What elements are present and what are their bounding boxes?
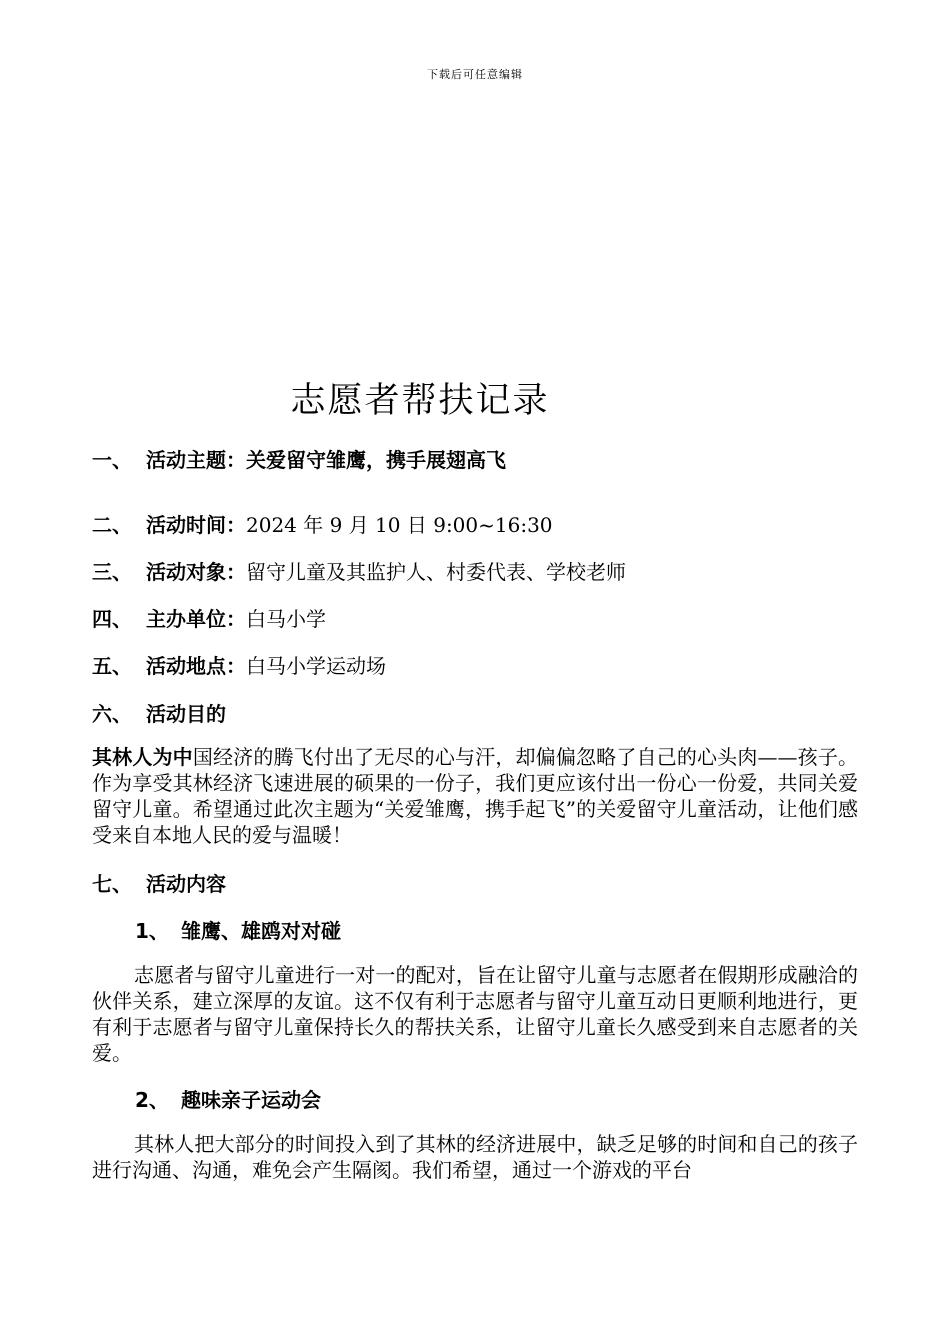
item-theme [92, 444, 506, 473]
purpose-paragraph [92, 744, 858, 848]
item-value: 2024 年 9 月 10 日 9:00~16:30 [246, 513, 553, 537]
item-label: 活动目的 [146, 702, 226, 726]
item-number: 一、 [92, 448, 132, 472]
section-heading-2 [135, 1084, 321, 1113]
section-number: 2、 [135, 1088, 169, 1112]
document-title: 志愿者帮扶记录 [290, 381, 550, 421]
section-title: 雏鹰、雄鸥对对碰 [181, 919, 341, 943]
section-paragraph-2: 其林人把大部分的时间投入到了其林的经济进展中，缺乏足够的时间和自己的孩子进行沟通、沟通，难免会产生隔阂。我们希望，通过一个游戏的平台 [92, 1132, 858, 1182]
item-number: 七、 [92, 872, 132, 896]
item-number: 三、 [92, 560, 132, 584]
item-label: 活动主题：关爱留守雏鹰，携手展翅高飞 [146, 448, 506, 472]
item-label: 活动时间： [146, 513, 246, 537]
section-heading-1 [135, 915, 341, 944]
purpose-lead: 其林人为中 [92, 745, 193, 769]
section-paragraph-1: 志愿者与留守儿童进行一对一的配对，旨在让留守儿童与志愿者在假期形成融洽的伙伴关系，建立深厚的友谊。这不仅有利于志愿者与留守儿童互动日更顺利地进行，更有利于志愿者与留守儿童保持长久的帮扶关系，让留守儿童长久感受到来自志愿者的关爱。 [92, 963, 858, 1065]
item-organizer [92, 603, 326, 632]
item-time [92, 509, 553, 538]
item-number: 二、 [92, 513, 132, 537]
item-label: 活动内容 [146, 872, 226, 896]
item-label: 主办单位： [146, 607, 246, 631]
item-label: 活动地点： [146, 654, 246, 678]
item-content-heading [92, 868, 226, 897]
page-header-note: 下载后可任意编辑 [427, 68, 523, 81]
item-number: 六、 [92, 702, 132, 726]
item-value: 留守儿童及其监护人、村委代表、学校老师 [246, 560, 626, 584]
item-purpose-heading [92, 698, 226, 727]
purpose-text: 国经济的腾飞付出了无尽的心与汗，却偏偏忽略了自己的心头肉——孩子。作为享受其林经济飞速进展的硕果的一份子，我们更应该付出一份心一份爱，共同关爱留守儿童。希望通过此次主题为“关爱雏鹰，携手起飞”的关爱留守儿童活动，让他们感受来自本地人民的爱与温暖！ [92, 745, 859, 847]
item-value: 白马小学 [246, 607, 326, 631]
item-value: 白马小学运动场 [246, 654, 386, 678]
section-title: 趣味亲子运动会 [181, 1088, 321, 1112]
item-number: 四、 [92, 607, 132, 631]
item-label: 活动对象： [146, 560, 246, 584]
item-location [92, 650, 386, 679]
item-number: 五、 [92, 654, 132, 678]
item-audience [92, 556, 626, 585]
section-number: 1、 [135, 919, 169, 943]
